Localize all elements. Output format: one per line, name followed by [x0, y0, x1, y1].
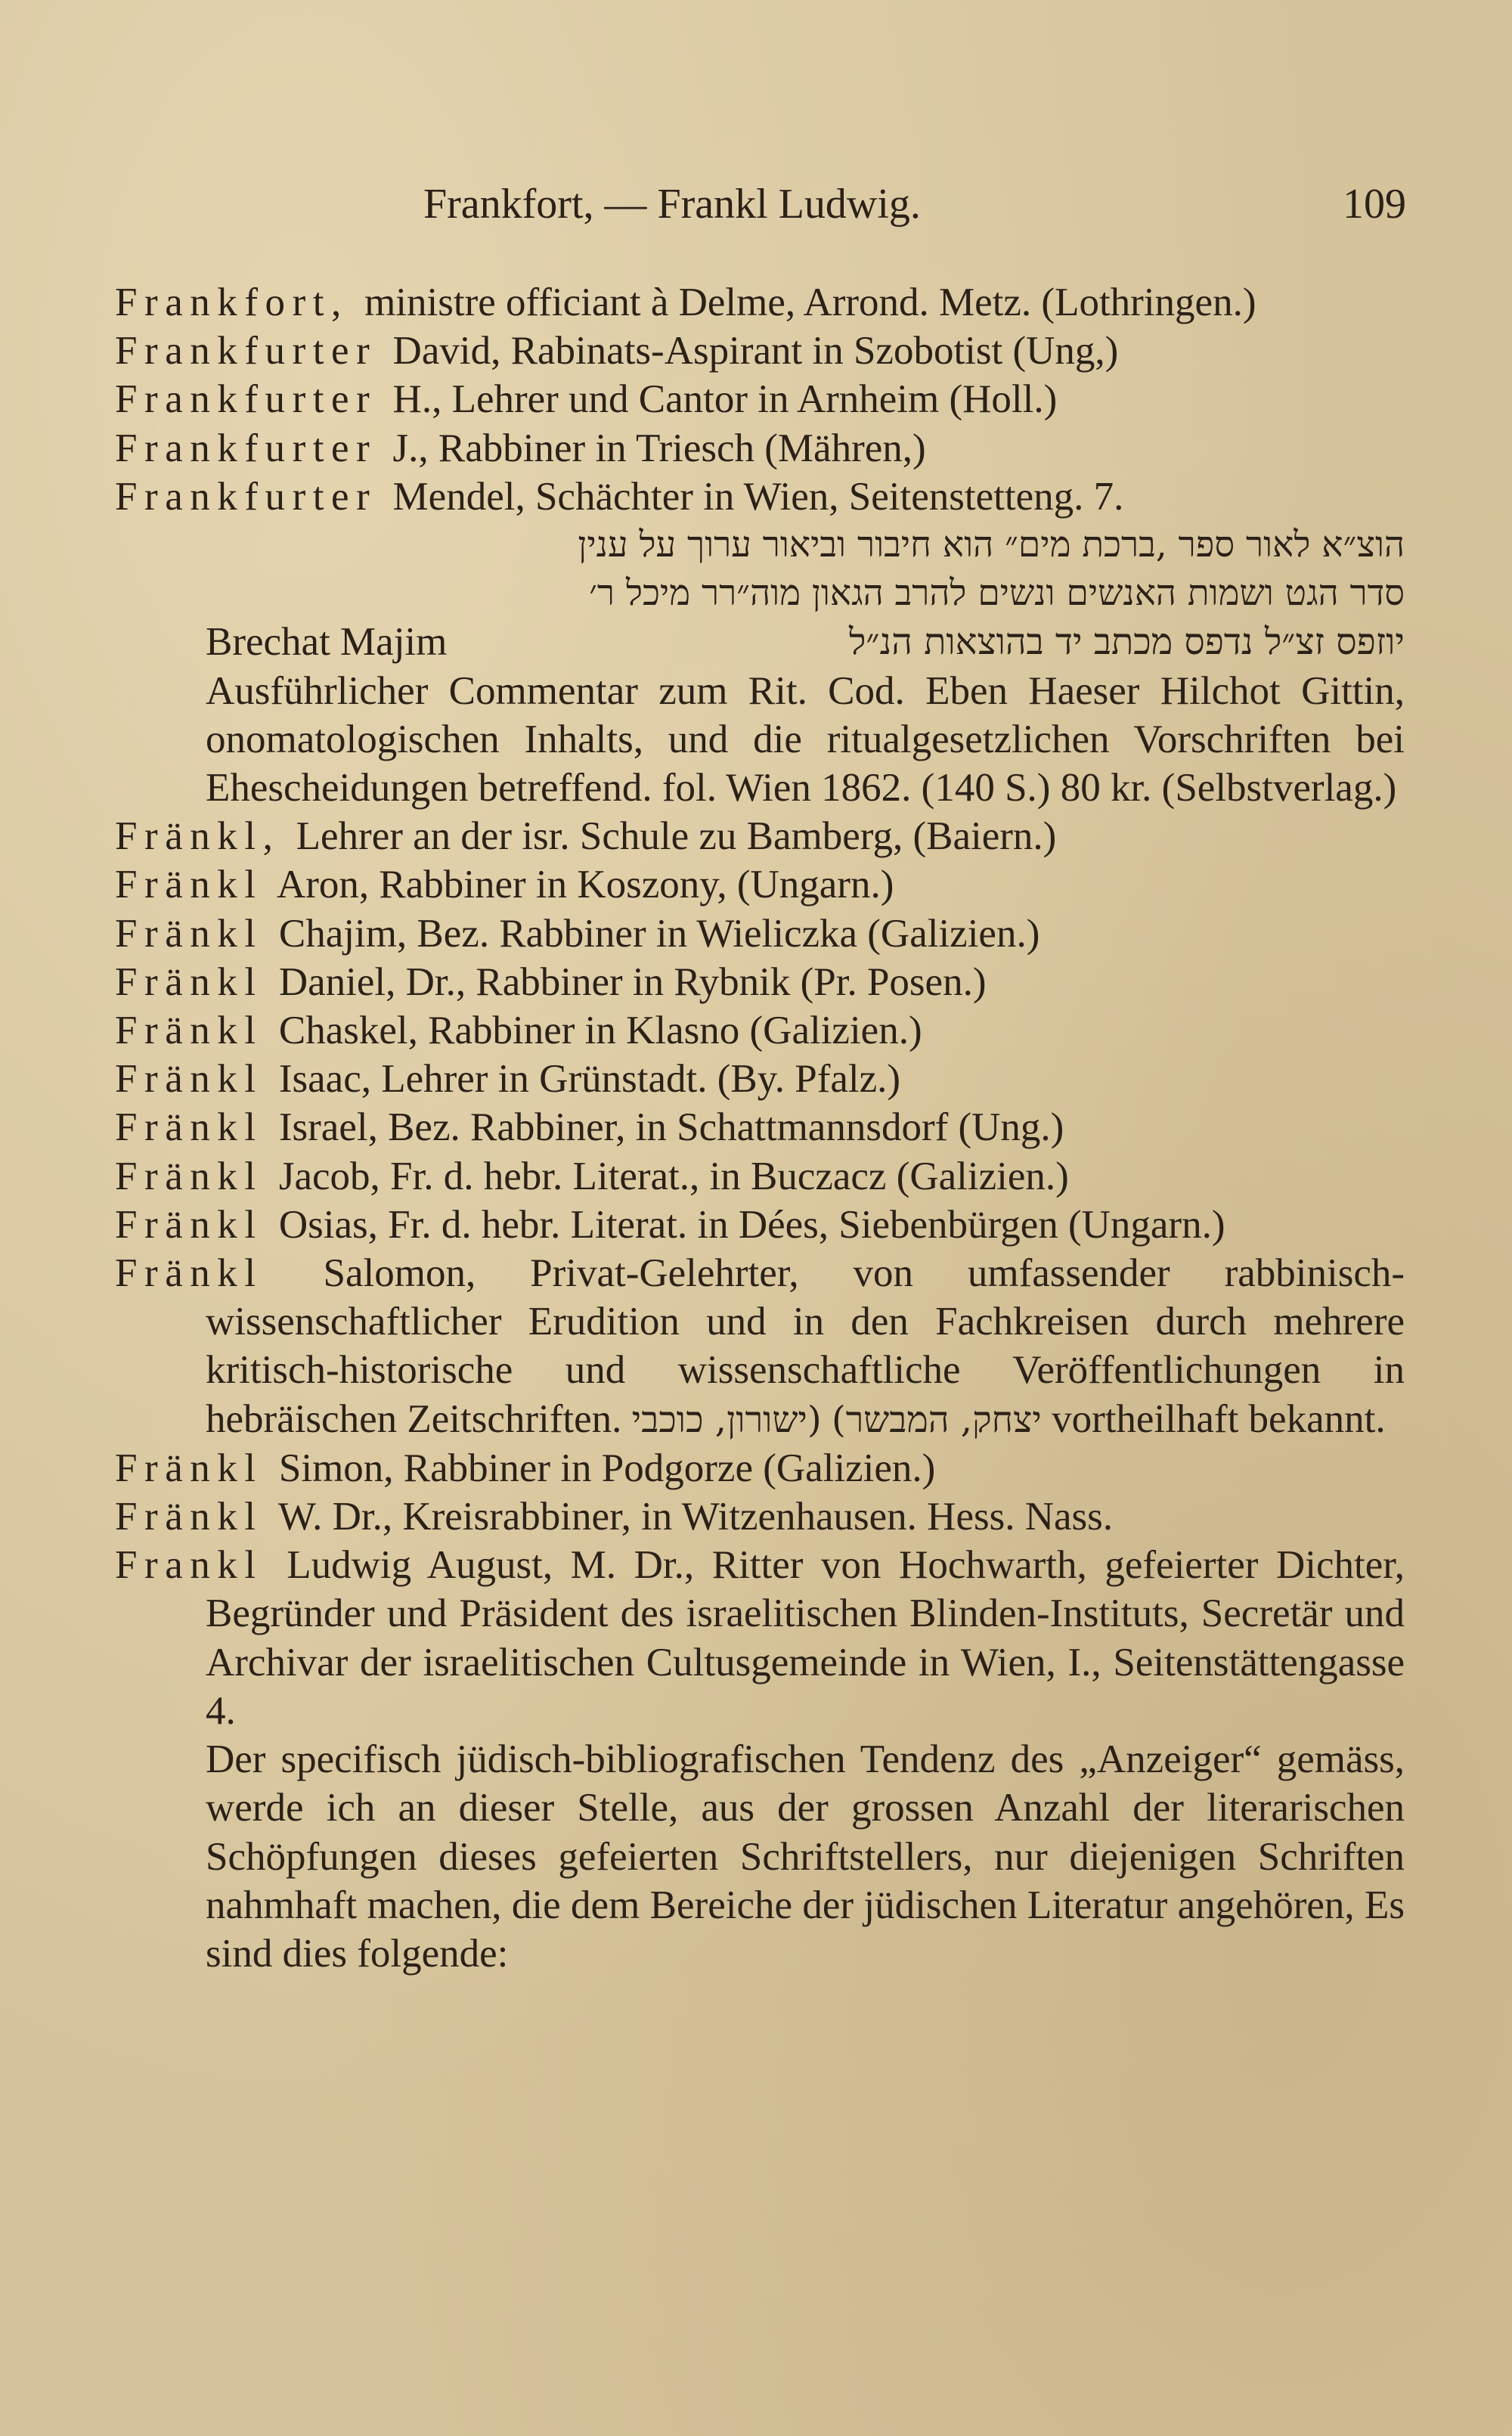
entry-fraenkl-israel	[115, 1103, 1405, 1151]
entry-name: Fränkl	[115, 1495, 263, 1539]
entry-fraenkl-jacob	[115, 1152, 1405, 1201]
entry-name: Fränkl	[115, 1154, 263, 1198]
entry-frankfurter-j	[115, 424, 1405, 473]
entry-text: Mendel, Schächter in Wien, Seitenstetteng. 7.	[392, 474, 1124, 519]
entry-name: Fränkl	[115, 1105, 263, 1150]
hebrew-periodicals-1: (ישורון, כוכבי	[631, 1398, 822, 1441]
entry-fraenkl-chajim	[115, 910, 1405, 958]
entry-fraenkl-simon	[115, 1444, 1405, 1492]
entry-name: Frankl	[115, 1543, 263, 1588]
entry-fraenkl-osias	[115, 1201, 1405, 1249]
entry-fraenkl-isaac	[115, 1055, 1405, 1103]
entry-text: Ludwig August, M. Dr., Ritter von Hochwarth, gefeierter Dichter, Begründer und Präsident des israelitischen Blinden-Instituts, Secretär und Archivar der israelitischen Cultusgemeinde in Wien, I., Seitenstättengasse 4.	[206, 1543, 1405, 1733]
frankl-paragraph: Der specifisch jüdisch-bibliografischen Tendenz des „Anzeiger“ gemäss, werde ich an dieser Stelle, aus der grossen Anzahl der literarischen Schöpfungen dieses gefeierten Schriftstellers, nur diejenigen Schriften nahmhaft machen, die dem Bereiche der jüdischen Literatur angehören, Es sind dies folgende:	[206, 1737, 1405, 1976]
entry-name: Frankfurter	[115, 426, 377, 470]
entry-text: Osias, Fr. d. hebr. Literat. in Dées, Siebenbürgen (Ungarn.)	[278, 1202, 1225, 1247]
title-line-3	[206, 618, 1405, 666]
entry-frankl-ludwig	[115, 1541, 1405, 1735]
entry-text: Chaskel, Rabbiner in Klasno (Galizien.)	[278, 1009, 922, 1053]
entry-text: W. Dr., Kreisrabbiner, in Witzenhausen. Hess. Nass.	[277, 1495, 1114, 1539]
entry-frankfurter-david	[115, 327, 1405, 375]
entry-list	[115, 278, 1405, 1978]
entry-text: Daniel, Dr., Rabbiner in Rybnik (Pr. Posen.)	[278, 959, 987, 1004]
entry-name: Frankfurter	[115, 329, 377, 373]
entry-name: Frankfort,	[115, 280, 349, 324]
entry-name: Frankfurter	[115, 377, 377, 422]
entry-text: J., Rabbiner in Triesch (Mähren,)	[392, 426, 926, 470]
entry-name: Fränkl	[115, 1251, 263, 1296]
entry-text: Chajim, Bez. Rabbiner in Wieliczka (Galizien.)	[278, 911, 1040, 956]
entry-text: Jacob, Fr. d. hebr. Literat., in Buczacz (Galizien.)	[278, 1154, 1069, 1198]
entry-text: ministre officiant à Delme, Arrond. Metz. (Lothringen.)	[364, 280, 1256, 324]
entry-text: Lehrer an der isr. Schule zu Bamberg, (Baiern.)	[296, 814, 1057, 859]
commentary-text: Ausführlicher Commentar zum Rit. Cod. Eben Haeser Hilchot Gittin, onomatologischen Inhalts, und die ritualgesetzlichen Vorschriften bei Ehescheidungen betreffend. fol. Wien 1862. (140 S.) 80 kr. (Selbstverlag.)	[206, 668, 1405, 810]
latin-title: Brechat Majim	[206, 620, 448, 665]
hebrew-title-line-1: הוצ״א לאור ספר ,ברכת מים״ הוא חיבור וביאור ערוך על ענין	[578, 524, 1405, 566]
page-number: 109	[1343, 181, 1406, 228]
entry-name: Fränkl,	[115, 814, 280, 859]
entry-text-end: vortheilhaft bekannt.	[1052, 1396, 1386, 1441]
entry-frankfort	[115, 278, 1405, 327]
entry-text: Aron, Rabbiner in Koszony, (Ungarn.)	[276, 863, 894, 907]
entry-fraenkl-aron	[115, 860, 1405, 909]
page-header	[113, 180, 1406, 240]
entry-text: David, Rabinats-Aspirant in Szobotist (Ung,)	[392, 329, 1119, 373]
entry-fraenkl-salomon	[115, 1249, 1405, 1444]
entry-frankfurter-mendel	[115, 473, 1405, 812]
entry-name: Fränkl	[115, 1009, 263, 1053]
entry-name: Fränkl	[115, 1057, 263, 1102]
entry-text: Israel, Bez. Rabbiner, in Schattmannsdorf (Ung.)	[278, 1105, 1064, 1150]
entry-name: Fränkl	[115, 1446, 263, 1490]
entry-fraenkl-bamberg	[115, 812, 1405, 860]
running-title: Frankfort, — Frankl Ludwig.	[423, 181, 921, 228]
entry-name: Fränkl	[115, 863, 263, 907]
entry-name: Fränkl	[115, 1202, 263, 1247]
entry-frankfurter-h	[115, 375, 1405, 423]
entry-text: Salomon, Privat-Gelehrter, von umfassender rabbinisch-wissenschaftlicher Erudition und in den Fachkreisen durch mehrere kritisch-historische und wissenschaftliche Veröffentlichungen in hebräischen Zeitschriften.	[206, 1251, 1405, 1441]
hebrew-title-line-2: סדר הגט ושמות האנשים ונשים להרב הגאון מוה״רר מיכל ר׳	[589, 572, 1405, 615]
entry-text: H., Lehrer und Cantor in Arnheim (Holl.)	[392, 377, 1058, 422]
entry-text: Isaac, Lehrer in Grünstadt. (By. Pfalz.)	[278, 1057, 901, 1102]
entry-text: Simon, Rabbiner in Podgorze (Galizien.)	[278, 1446, 936, 1490]
entry-fraenkl-chaskel	[115, 1006, 1405, 1055]
entry-fraenkl-daniel	[115, 958, 1405, 1006]
entry-name: Fränkl	[115, 959, 263, 1004]
entry-fraenkl-w	[115, 1492, 1405, 1541]
entry-name: Frankfurter	[115, 474, 377, 519]
hebrew-title-line-3: יוזפס זצ״ל נדפס מכתב יד בהוצאות הנ״ל	[848, 621, 1405, 664]
hebrew-periodicals-2: יצחק, המבשר)	[831, 1398, 1042, 1441]
entry-name: Fränkl	[115, 911, 263, 956]
